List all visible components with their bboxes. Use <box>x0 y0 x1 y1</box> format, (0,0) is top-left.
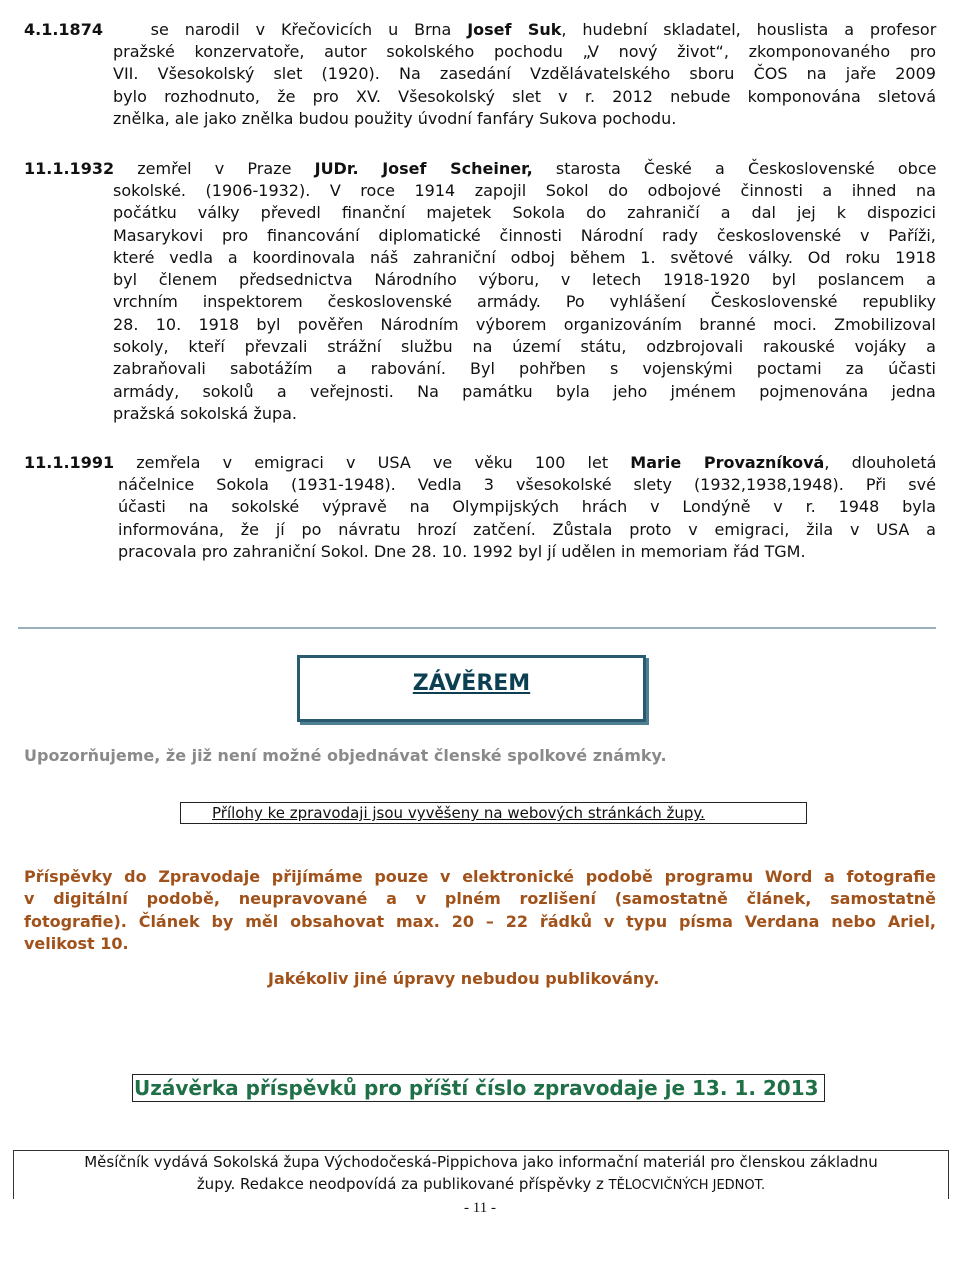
entry-provaznikova-body <box>118 474 936 563</box>
footer-line-1: Měsíčník vydává Sokolská župa Východočeská-Pippichova jako informační materiál pro členskou základnu <box>84 1153 878 1171</box>
text-line: pražská sokolská župa. <box>113 403 297 423</box>
contributions-note <box>24 866 936 955</box>
attachments-note <box>180 802 807 824</box>
text-line: Masarykovi pro financování diplomatické činnosti Národní rady československé v Paříži, <box>113 225 936 245</box>
entry-date: 4.1.1874 <box>24 20 103 39</box>
entry-first-line <box>24 158 936 180</box>
entry-first-line <box>24 19 936 41</box>
conclusion-heading: ZÁVĚREM <box>412 671 531 696</box>
text-line: účasti na sokolské výpravě na Olympijských hrách v Londýně v r. 1948 byla <box>118 497 936 517</box>
entry-text: zemřela v emigraci v USA ve věku 100 let <box>114 453 631 472</box>
footer-text-small: TĚLOCVIČNÝCH JEDNOT. <box>608 1178 766 1193</box>
entry-scheiner-body <box>113 180 936 425</box>
person-name: Marie Provazníková <box>630 453 825 472</box>
text-line: počátku války převedl finanční majetek Sokola do zahraničí a dal jej k dispozici <box>113 203 936 223</box>
text-line: VII. Všesokolský slet (1920). Na zasedání Vzdělávatelského sboru ČOS na jaře 2009 <box>113 64 936 84</box>
attachments-text: Přílohy ke zpravodaji jsou vyvěšeny na webových stránkách župy. <box>212 804 705 822</box>
text-line: informována, že jí po návratu hrozí zatčení. Zůstala proto v emigraci, žila v USA a <box>118 519 936 539</box>
entry-scheiner <box>24 158 936 180</box>
person-name: Josef Scheiner, <box>358 159 533 178</box>
text-line: v digitální podobě, neupravované a v plném rozlišení (samostatně článek, samostatně <box>24 889 936 909</box>
person-name: Josef Suk <box>467 20 562 39</box>
text-line: velikost 10. <box>24 933 129 953</box>
entry-text: zemřel v Praze <box>114 159 315 178</box>
text-line: vrchním inspektorem československé armády. Po vyhlášení Československé republiky <box>113 292 936 312</box>
warning-text: Upozorňujeme, že již není možné objednávat členské spolkové známky. <box>24 746 667 765</box>
text-line: 28. 10. 1918 byl pověřen Národním výborem organizováním branné moci. Zmobilizoval <box>113 314 936 334</box>
footer-text: župy. Redakce neodpovídá za publikované příspěvky z <box>196 1175 609 1193</box>
page-number: - 11 - <box>464 1200 496 1216</box>
entry-text: se narodil v Křečovicích u Brna <box>150 20 468 39</box>
person-title: JUDr. <box>314 159 359 178</box>
text-line: Příspěvky do Zpravodaje přijímáme pouze v elektronické podobě programu Word a fotografie <box>24 867 936 886</box>
entry-text: , dlouholetá <box>824 453 937 472</box>
text-line: sokoly, kteří převzali strážní službu na území státu, odzbrojovali rakouské vojáky a <box>113 337 936 357</box>
no-edits-note: Jakékoliv jiné úpravy nebudou publikovány. <box>268 969 660 988</box>
entry-date: 11.1.1932 <box>24 159 115 178</box>
text-line: byl členem předsednictva Národního výboru, v letech 1918-1920 byl poslancem a <box>113 270 936 290</box>
entry-text: , hudební skladatel, houslista a profesor <box>561 20 937 39</box>
text-line: armády, sokolů a veřejnosti. Na památku byla jeho jménem pojmenována jedna <box>113 381 936 401</box>
entry-text: starosta České a Československé obce <box>532 159 937 178</box>
entry-suk-body <box>113 41 936 130</box>
entry-date: 11.1.1991 <box>24 453 115 472</box>
footer-line-2 <box>14 1173 948 1197</box>
text-line: náčelnice Sokola (1931-1948). Vedla 3 všesokolské slety (1932,1938,1948). Při své <box>118 475 936 494</box>
text-line: které vedla a koordinovala náš zahraniční odboj během 1. světové války. Od roku 1918 <box>113 247 936 267</box>
text-line: zabraňovali sabotážím a rabování. Byl pohřben s vojenskými poctami za účasti <box>113 359 936 379</box>
text-line: pražské konzervatoře, autor sokolského pochodu „V nový život“, zkomponovaného pro <box>113 42 936 61</box>
deadline-box <box>132 1074 825 1102</box>
footer <box>13 1150 949 1199</box>
entry-provaznikova <box>24 452 936 474</box>
deadline-text: Uzávěrka příspěvků pro příští číslo zpravodaje je 13. 1. 2013 <box>134 1076 819 1100</box>
entry-suk <box>24 19 936 41</box>
text-line: znělka, ale jako znělka budou použity úvodní fanfáry Sukova pochodu. <box>113 108 677 128</box>
text-line: pracovala pro zahraniční Sokol. Dne 28. 10. 1992 byl jí udělen in memoriam řád TGM. <box>118 541 806 561</box>
text-line: bylo rozhodnuto, že pro XV. Všesokolský slet v r. 2012 nebude komponována sletová <box>113 86 936 106</box>
section-divider <box>18 627 936 629</box>
text-line: sokolské. (1906-1932). V roce 1914 zapojil Sokol do odbojové činnosti a ihned na <box>113 181 936 200</box>
text-line: fotografie). Článek by měl obsahovat max. 20 – 22 řádků v typu písma Verdana nebo Ariel, <box>24 911 936 931</box>
entry-first-line <box>24 452 936 474</box>
